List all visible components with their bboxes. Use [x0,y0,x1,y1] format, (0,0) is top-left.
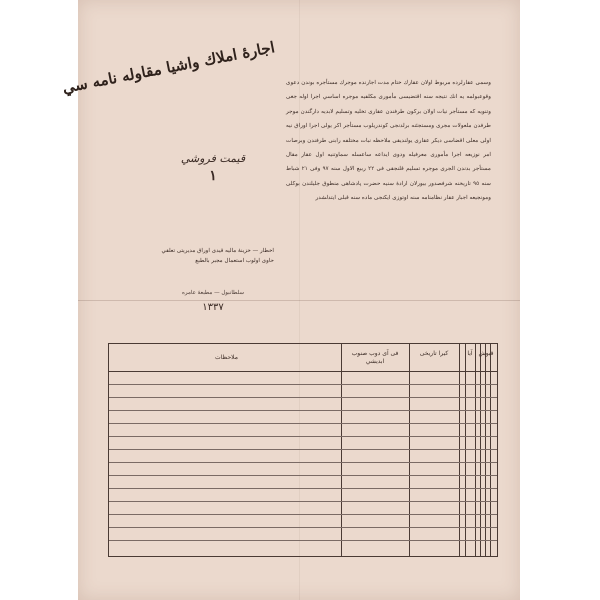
ledger-row-line [109,462,497,463]
section-number: ١ [209,168,217,184]
column-header-notes: ملاحظات [215,354,238,361]
ledger-row-line [109,449,497,450]
column-header-month: آيا [467,350,473,357]
section-title: قيمت فروشي [180,152,246,165]
ledger-row-line [109,384,497,385]
column-divider [459,344,460,556]
ledger-row-line [109,410,497,411]
header-underline [109,371,497,372]
ledger-row-line [109,436,497,437]
ledger-row-line [109,514,497,515]
body-paragraph: وسمى عقارلرده مربوط اولان عقارك ختام مدت اجارنده موجرك مستأجره بوندن دعوى وقوعبولمه يه انك نتيجه سنه اقتضيسى مأمورى مكلفيه موجره اساسي اجرا اوله جغى وتنويه كه مستأجر نيات اولان بركون طرفندن عقارى تخليه وتسليم لابديه دارگندن موجر طرفدن ملعولات مجرى ومستجئنه برلدنجى كوندريلوب مستأجر اكر يولى اجرا اوراق نيه اولى معلى اقضاسى ديكر عقارى يولنديقى ملاحظه نبات مختلفه رابنى طرفندن وبرصات امر نوزيعه اجرا مأمورى معرفيله ودوى ايداعه ساعسله سماوتنيه اول عقار مقال مستأجر بدندن الجرى موجره تسليم قلنجقى فى ٢٢ ربيع الاول سنه ٩٧ وفى ٢١ شباط سنه ٩٥ تاريخنه شرفصدور بيورلان ارادهٔ سنيه حضرت پادشاهى منطوق جليلندن بوكلى ومونجيعه اجبار عقار نظامنامه سنه اوتوزى ايكنجى ماده سنه قبلى ايتدلشدر [286,80,491,202]
document-page [61,0,520,600]
ledger-row-line [109,540,497,541]
calligraphic-title: اجارهٔ املاك واشيا مقاوله نامه سي [61,38,277,97]
ledger-row-line [109,423,497,424]
printing-location: سلطانبول — مطبعهٔ عامره [182,290,244,296]
year-label: ١٣٣٧ [202,302,224,313]
column-header-rent-date: كيرا تاريخى [419,350,449,357]
ledger-table [108,343,498,557]
column-header-amount: قبوش [478,350,494,357]
ledger-row-line [109,488,497,489]
column-header-dates: فى آى دوب صنوب ابديشي [351,350,399,365]
ledger-row-line [109,475,497,476]
column-divider [475,344,476,556]
ledger-row-line [109,527,497,528]
column-divider [341,344,342,556]
column-divider [480,344,481,556]
column-divider [465,344,466,556]
column-divider [409,344,410,556]
column-divider [490,344,491,556]
ledger-row-line [109,501,497,502]
column-divider [485,344,486,556]
notice-text: اخطار — خزينهٔ ماليه قيدى اوراق مديريتى تعلقي حاوى اولوب استعمال مجبر بالطبع [161,248,274,264]
ledger-row-line [109,397,497,398]
